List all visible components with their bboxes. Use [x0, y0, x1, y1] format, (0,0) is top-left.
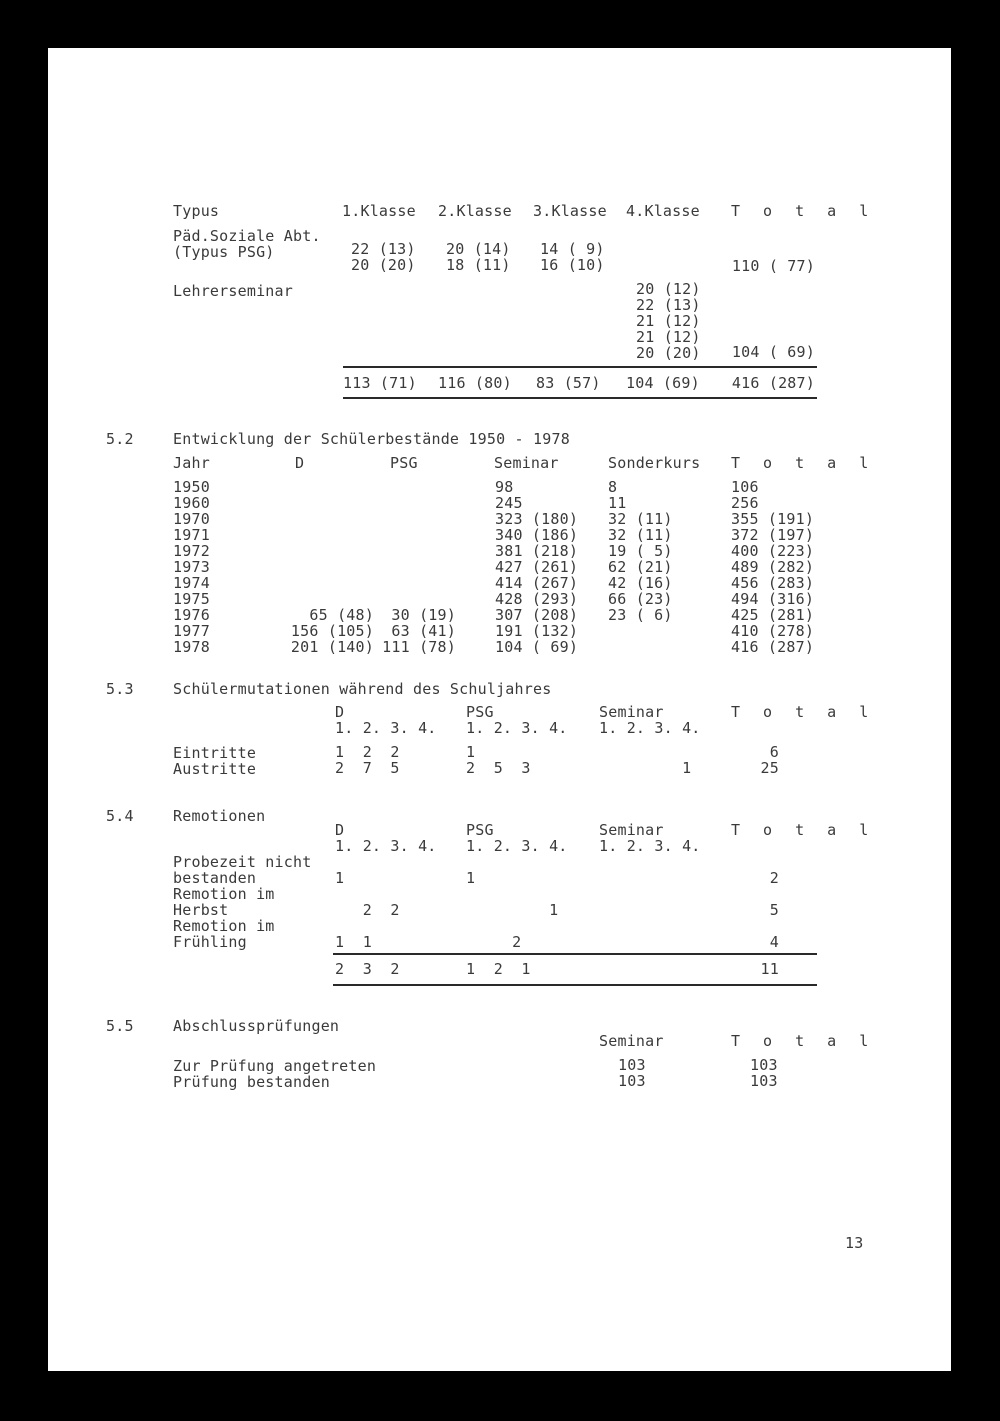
sec2-header-sonderkurs: Sonderkurs [608, 454, 701, 472]
sec2-header-d: D [295, 454, 305, 472]
sec4-classes-seminar: 1. 2. 3. 4. [599, 837, 701, 855]
sec4-top-rule [333, 953, 817, 955]
sec1-row-psg-label: Päd.Soziale Abt. (Typus PSG) [173, 227, 321, 261]
sec3-classes-seminar: 1. 2. 3. 4. [599, 719, 701, 737]
sec2-number: 5.2 [106, 430, 134, 448]
sec4-values-psg: 1 1 2 [466, 869, 559, 951]
sec1-row-lehrerseminar-label: Lehrerseminar [173, 282, 293, 300]
sec3-values-total: 6 25 [760, 743, 779, 777]
sec3-classes-psg: 1. 2. 3. 4. [466, 719, 568, 737]
sec5-header-seminar: Seminar [599, 1032, 664, 1050]
sec2-col-sonderkurs: 8 11 32 (11) 32 (11) 19 ( 5) 62 (21) 42 (16) 66 (23) 23 ( 6) [608, 478, 673, 624]
sec5-values-seminar: 103 103 [618, 1056, 646, 1090]
sec4-sum-psg: 1 2 1 [466, 960, 531, 978]
sec4-values-d: 1 2 2 1 1 [335, 869, 400, 951]
sec4-group-seminar: Seminar [599, 821, 664, 839]
sec4-row-labels: Probezeit nicht bestanden Remotion im Herbst Remotion im Frühling [173, 853, 312, 951]
sec1-sum-k4: 104 (69) [626, 374, 700, 392]
sec1-row-psg-total: 110 ( 77) [731, 257, 815, 275]
document-page [48, 48, 951, 1371]
sec3-classes-d: 1. 2. 3. 4. [335, 719, 437, 737]
sec1-header-klasse3: 3.Klasse [533, 202, 607, 220]
sec1-row-lehrerseminar-total: 104 ( 69) [731, 343, 815, 361]
sec2-col-d: 65 (48) 156 (105) 201 (140) [290, 606, 374, 656]
sec3-title: Schülermutationen während des Schuljahres [173, 680, 552, 698]
sec1-row-psg-k2: 20 (14) 18 (11) [446, 240, 511, 274]
sec1-sum-k1: 113 (71) [343, 374, 417, 392]
sec3-values-psg: 1 2 5 3 [466, 743, 531, 777]
sec4-group-psg: PSG [466, 821, 494, 839]
sec3-number: 5.3 [106, 680, 134, 698]
sec4-bottom-rule [333, 984, 817, 986]
sec2-header-jahr: Jahr [173, 454, 210, 472]
sec4-header-total: T o t a l [731, 821, 876, 839]
sec2-header-total: T o t a l [731, 454, 876, 472]
sec2-col-seminar: 98 245 323 (180) 340 (186) 381 (218) 427 (261) 414 (267) 428 (293) 307 (208) 191 (132) 104 ( 69) [495, 478, 579, 656]
sec1-sum-k3: 83 (57) [536, 374, 601, 392]
sec3-group-seminar: Seminar [599, 703, 664, 721]
sec3-group-psg: PSG [466, 703, 494, 721]
sec4-number: 5.4 [106, 807, 134, 825]
sec4-values-total: 2 5 4 [769, 869, 779, 951]
sec5-title: Abschlussprüfungen [173, 1017, 340, 1035]
sec5-header-total: T o t a l [731, 1032, 876, 1050]
sec3-values-d: 1 2 2 2 7 5 [335, 743, 400, 777]
sec4-classes-d: 1. 2. 3. 4. [335, 837, 437, 855]
sec1-sum-total: 416 (287) [731, 374, 815, 392]
sec2-col-psg: 30 (19) 63 (41) 111 (78) [382, 606, 456, 656]
sec1-row-psg-k1: 22 (13) 20 (20) [351, 240, 416, 274]
sec3-header-total: T o t a l [731, 703, 876, 721]
sec2-title: Entwicklung der Schülerbestände 1950 - 1978 [173, 430, 570, 448]
sec4-sum-total: 11 [760, 960, 779, 978]
sec4-title: Remotionen [173, 807, 266, 825]
sec3-group-d: D [335, 703, 345, 721]
sec2-col-total: 106 256 355 (191) 372 (197) 400 (223) 489 (282) 456 (283) 494 (316) 425 (281) 410 (278) 416 (287) [731, 478, 815, 656]
sec4-classes-psg: 1. 2. 3. 4. [466, 837, 568, 855]
sec4-sum-d: 2 3 2 [335, 960, 400, 978]
sec2-header-seminar: Seminar [494, 454, 559, 472]
sec1-header-total: T o t a l [731, 202, 876, 220]
sec4-group-d: D [335, 821, 345, 839]
sec1-bottom-rule [343, 397, 817, 399]
sec5-row-labels: Zur Prüfung angetreten Prüfung bestanden [173, 1057, 377, 1091]
sec1-row-psg-k3: 14 ( 9) 16 (10) [540, 240, 605, 274]
sec1-header-klasse1: 1.Klasse [342, 202, 416, 220]
sec5-values-total: 103 103 [750, 1056, 778, 1090]
page-number: 13 [845, 1234, 864, 1252]
sec1-header-typus: Typus [173, 202, 220, 220]
sec1-header-klasse4: 4.Klasse [626, 202, 700, 220]
sec2-col-jahr: 1950 1960 1970 1971 1972 1973 1974 1975 1976 1977 1978 [173, 478, 210, 656]
sec3-row-labels: Eintritte Austritte [173, 744, 257, 778]
sec1-row-lehrerseminar-k4: 20 (12) 22 (13) 21 (12) 21 (12) 20 (20) [636, 280, 701, 362]
sec1-sum-k2: 116 (80) [438, 374, 512, 392]
sec1-top-rule [343, 366, 817, 368]
sec3-values-seminar: 1 [682, 759, 692, 777]
sec5-number: 5.5 [106, 1017, 134, 1035]
sec1-header-klasse2: 2.Klasse [438, 202, 512, 220]
sec2-header-psg: PSG [390, 454, 418, 472]
